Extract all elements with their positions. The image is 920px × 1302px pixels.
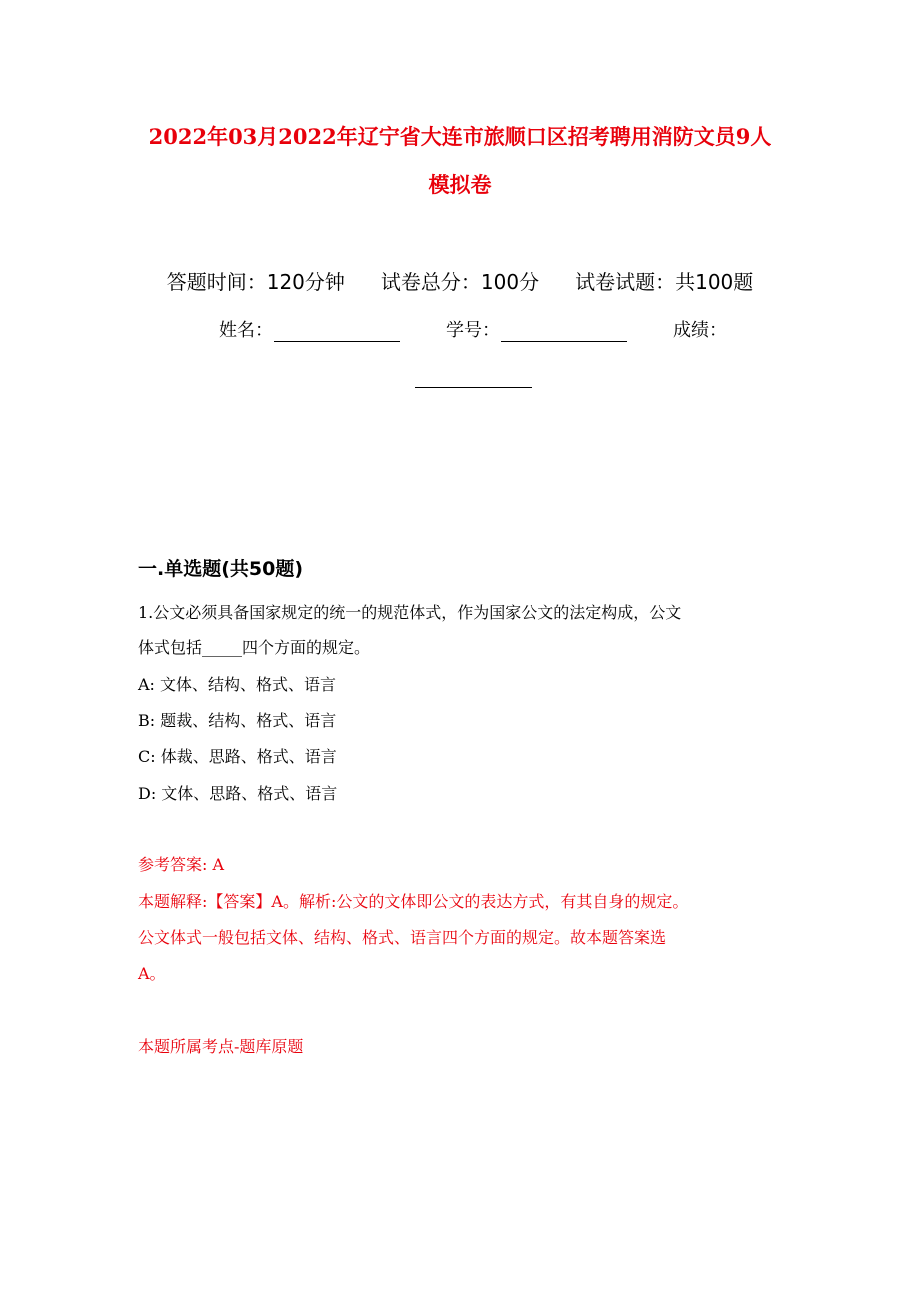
explanation-line-1: 本题解释:【答案】A。解析:公文的文体即公文的表达方式，有其自身的规定。 <box>138 892 689 911</box>
exam-info-row <box>0 268 920 296</box>
score-input-line[interactable] <box>415 387 532 388</box>
option-b: B: 题裁、结构、格式、语言 <box>138 711 337 730</box>
explanation-line-2: 公文体式一般包括文体、结构、格式、语言四个方面的规定。故本题答案选 <box>138 928 667 947</box>
score-label: 成绩： <box>673 320 727 341</box>
student-id-label: 学号： <box>446 320 500 341</box>
reference-answer: 参考答案: A <box>138 855 225 874</box>
exam-total-score: 试卷总分：100分 <box>380 270 540 294</box>
name-input-line[interactable] <box>274 341 400 342</box>
exam-title-line-1: 2022年03月2022年辽宁省大连市旅顺口区招考聘用消防文员9人 <box>148 124 772 149</box>
name-label: 姓名： <box>219 320 273 341</box>
student-id-input-line[interactable] <box>501 341 627 342</box>
exam-time: 答题时间：120分钟 <box>166 270 345 294</box>
option-a: A: 文体、结构、格式、语言 <box>138 675 337 694</box>
question-stem-line-2: 体式包括_____四个方面的规定。 <box>138 638 371 657</box>
question-stem-line-1: 1.公文必须具备国家规定的统一的规范体式，作为国家公文的法定构成，公文 <box>138 603 682 622</box>
explanation-line-3: A。 <box>138 964 166 983</box>
option-c: C: 体裁、思路、格式、语言 <box>138 747 337 766</box>
option-d: D: 文体、思路、格式、语言 <box>138 784 338 803</box>
exam-title-line-2: 模拟卷 <box>428 172 492 197</box>
section-heading: 一.单选题(共50题) <box>138 558 304 580</box>
question-source: 本题所属考点-题库原题 <box>138 1037 304 1056</box>
exam-question-count: 试卷试题：共100题 <box>575 270 754 294</box>
